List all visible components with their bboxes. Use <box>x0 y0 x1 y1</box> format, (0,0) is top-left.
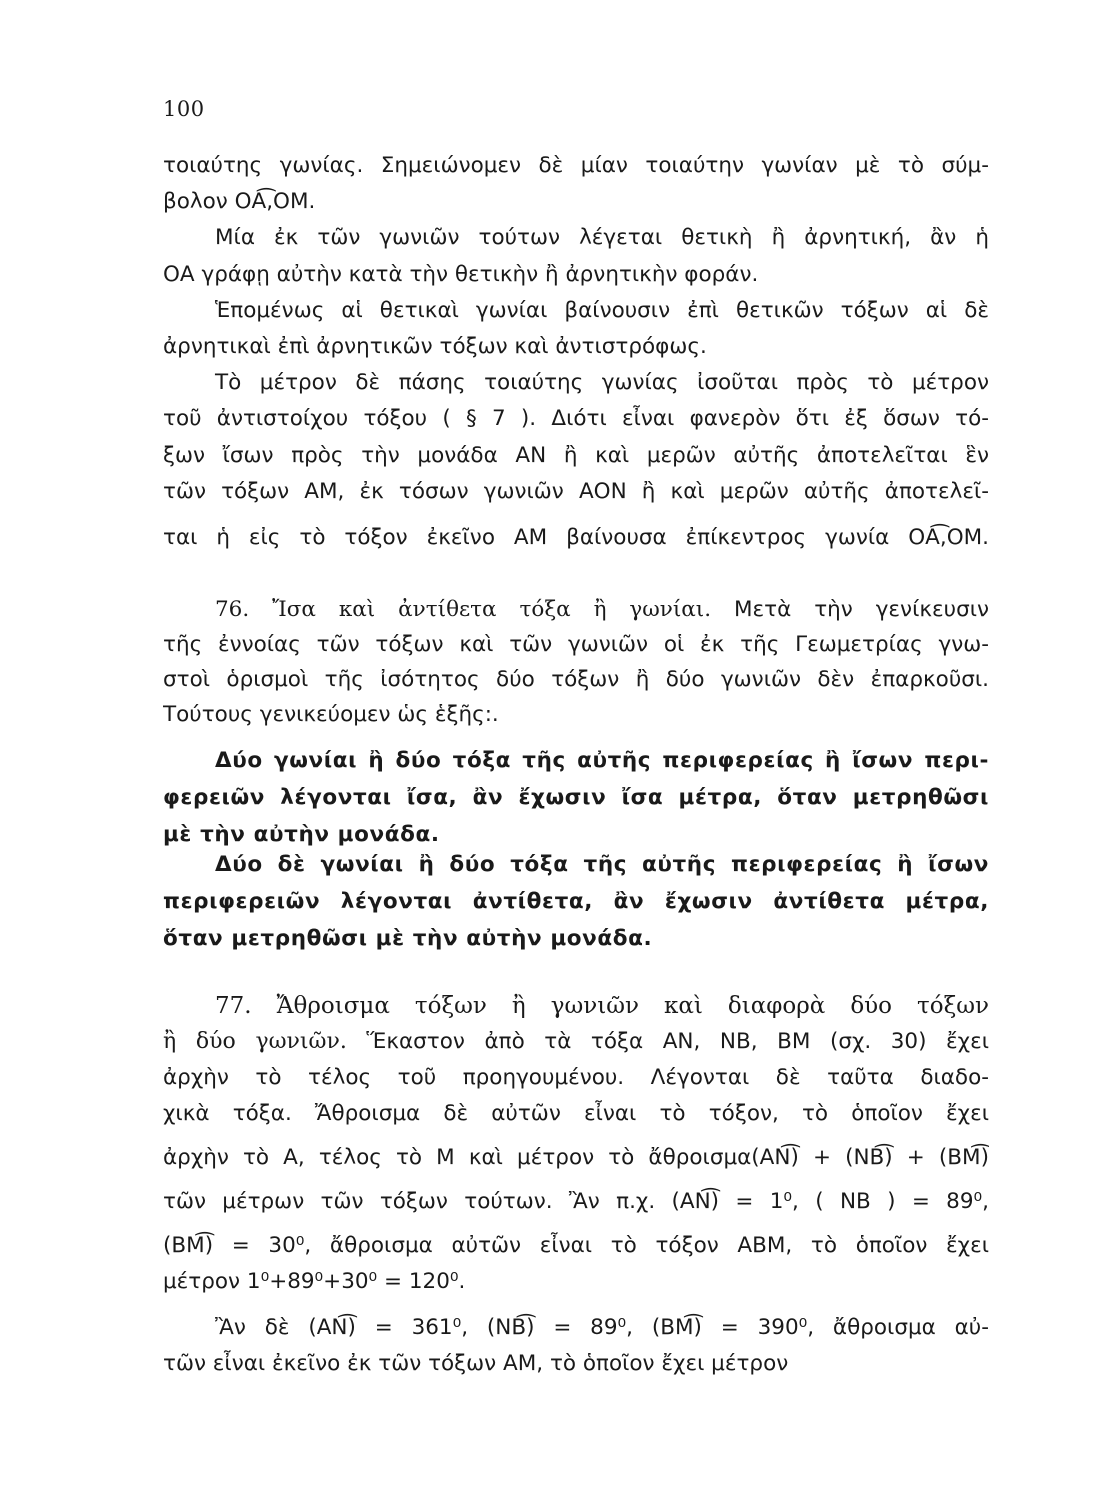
text-line: ἀρχὴν τὸ Α, τέλος τὸ Μ καὶ μέτρον τὸ ἄθροισμα(ΑΝ͡) + (ΝΒ͡) + (ΒΜ͡) <box>163 1145 989 1170</box>
section-77 <box>163 988 989 1300</box>
text-line: ἀρνητικαὶ ἐπὶ ἀρνητικῶν τόξων καὶ ἀντιστρόφως. <box>163 334 707 360</box>
text-line: χικὰ τόξα. Ἄθροισμα δὲ αὐτῶν εἶναι τὸ τόξον, τὸ ὁποῖον ἔχει <box>163 1101 989 1126</box>
section-title: Ἴσα καὶ ἀντίθετα τόξα ἢ γωνίαι. <box>272 597 712 622</box>
text-line: Ἂν δὲ (ΑΝ͡) = 361⁰, (ΝΒ͡) = 89⁰, (ΒΜ͡) = 390⁰, ἄθροισμα αὐ- <box>215 1315 989 1340</box>
text-line: Μία ἐκ τῶν γωνιῶν τούτων λέγεται θετικὴ ἢ ἀρνητική, ἂν ἡ <box>215 225 989 251</box>
text-line: τῶν εἶναι ἐκεῖνο ἐκ τῶν τόξων ΑΜ, τὸ ὁποῖον ἔχει μέτρον <box>163 1351 789 1376</box>
text-line: (ΒΜ͡) = 30⁰, ἄθροισμα αὐτῶν εἶναι τὸ τόξον ΑΒΜ, τὸ ὁποῖον ἔχει <box>163 1233 989 1258</box>
text-line: στοὶ ὁρισμοὶ τῆς ἰσότητος δύο τόξων ἢ δύο γωνιῶν δὲν ἐπαρκοῦσι. <box>163 667 989 692</box>
text-line: βολον ΟΑ͡,ΟΜ. <box>163 189 316 215</box>
text-line: τῶν τόξων ΑΜ, ἐκ τόσων γωνιῶν ΑΟΝ ἢ καὶ μερῶν αὐτῆς ἀποτελεῖ- <box>163 478 989 504</box>
section-76 <box>163 592 989 732</box>
text-line: ἀρχὴν τὸ τέλος τοῦ προηγουμένου. Λέγονται δὲ ταῦτα διαδο- <box>163 1065 989 1090</box>
text-line: φερειῶν λέγονται ἴσα, ἂν ἔχωσιν ἴσα μέτρα, ὅταν μετρηθῶσι <box>163 785 989 810</box>
text-line: περιφερειῶν λέγονται ἀντίθετα, ἂν ἔχωσιν ἀντίθετα μέτρα, <box>163 889 989 914</box>
text-line: Τούτους γενικεύομεν ὡς ἑξῆς:. <box>163 702 499 727</box>
section-title: Ἄθροισμα τόξων ἢ γωνιῶν καὶ διαφορὰ δύο τόξων <box>276 993 989 1019</box>
text-line: ται ἡ εἰς τὸ τόξον ἐκεῖνο ΑΜ βαίνουσα ἐπίκεντρος γωνία ΟΑ͡,ΟΜ. <box>163 525 989 551</box>
text-line: τοιαύτης γωνίας. Σημειώνομεν δὲ μίαν τοιαύτην γωνίαν μὲ τὸ σύμ- <box>163 153 989 178</box>
text-fragment: Ἕκαστον ἀπὸ τὰ τόξα ΑΝ, ΝΒ, ΒΜ (σχ. 30) ἔχει <box>366 1029 989 1054</box>
section-76-heading-line <box>163 592 989 627</box>
section-number: 77. <box>215 993 252 1019</box>
text-line: Ἑπομένως αἱ θετικαὶ γωνίαι βαίνουσιν ἐπὶ θετικῶν τόξων αἱ δὲ <box>215 297 989 323</box>
paragraph-block-1 <box>163 148 989 556</box>
text-line: μὲ τὴν αὐτὴν μονάδα. <box>163 822 440 847</box>
text-line: ὅταν μετρηθῶσι μὲ τὴν αὐτὴν μονάδα. <box>163 926 653 951</box>
section-77-second-line <box>163 1024 989 1060</box>
text-line: μέτρον 1⁰+89⁰+30⁰ = 120⁰. <box>163 1269 466 1294</box>
text-line: Δύο δὲ γωνίαι ἢ δύο τόξα τῆς αὐτῆς περιφερείας ἢ ἴσων <box>215 852 989 877</box>
text-line: ξων ἴσων πρὸς τὴν μονάδα ΑΝ ἢ καὶ μερῶν αὐτῆς ἀποτελεῖται ἓν <box>163 442 989 468</box>
text-fragment: Μετὰ τὴν γενίκευσιν <box>734 597 989 622</box>
section-number: 76. <box>215 597 250 622</box>
section-title-continued: ἢ δύο γωνιῶν. <box>163 1029 347 1054</box>
page-number: 100 <box>163 97 205 121</box>
text-line: Δύο γωνίαι ἢ δύο τόξα τῆς αὐτῆς περιφερείας ἢ ἴσων περι- <box>215 748 989 773</box>
text-line: ΟΑ γράφῃ αὐτὴν κατὰ τὴν θετικὴν ἢ ἀρνητικὴν φοράν. <box>163 261 759 287</box>
definition-opposite <box>163 846 989 957</box>
definition-equal <box>163 742 989 853</box>
text-line: τῶν μέτρων τῶν τόξων τούτων. Ἂν π.χ. (ΑΝ͡) = 1⁰, ( ΝΒ ) = 89⁰, <box>163 1189 989 1214</box>
text-line: τοῦ ἀντιστοίχου τόξου ( § 7 ). Διότι εἶναι φανερὸν ὅτι ἐξ ὅσων τό- <box>163 406 989 432</box>
text-line: τῆς ἐννοίας τῶν τόξων καὶ τῶν γωνιῶν οἱ ἐκ τῆς Γεωμετρίας γνω- <box>163 632 989 657</box>
section-77-paragraph-2 <box>163 1310 989 1382</box>
section-77-heading-line <box>163 988 989 1024</box>
text-line: Τὸ μέτρον δὲ πάσης τοιαύτης γωνίας ἰσοῦται πρὸς τὸ μέτρον <box>215 370 989 396</box>
